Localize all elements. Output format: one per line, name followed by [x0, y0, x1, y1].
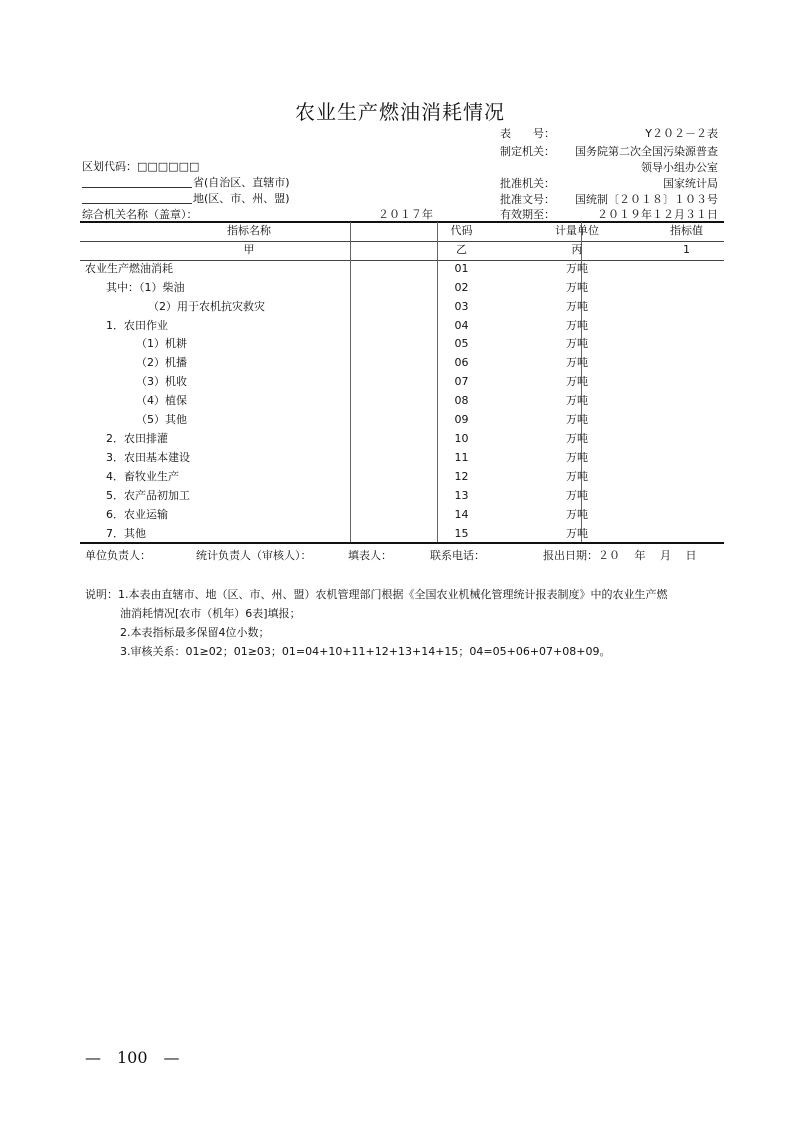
- report-year: ２０１７年: [378, 208, 433, 221]
- table-row: [80, 487, 724, 506]
- row-value-input[interactable]: [649, 298, 724, 317]
- row-name: （4）植保: [136, 394, 187, 408]
- row-value-input[interactable]: [649, 487, 724, 506]
- table-row: [80, 354, 724, 373]
- note-3: 3.审核关系：01≥02；01≥03；01=04+10+11+12+13+14+15；04=05+06+07+08+09。: [120, 645, 611, 658]
- row-code: 11: [454, 450, 469, 464]
- header-indicator: 指标名称: [227, 224, 271, 237]
- row-code: 04: [454, 318, 469, 332]
- row-code: 05: [454, 337, 469, 351]
- table-row: [80, 335, 724, 354]
- subheader-d: 1: [683, 242, 690, 256]
- table-row: [80, 260, 724, 279]
- valid-until-value: ２０１９年１２月３１日: [597, 208, 718, 221]
- subheader-b: 乙: [456, 242, 467, 256]
- form-no-value: Y２０２－２表: [645, 127, 718, 140]
- header-row: [80, 222, 724, 241]
- subheader-a: 甲: [243, 242, 255, 256]
- table-row: [80, 430, 724, 449]
- region-code: 区划代码：□□□□□□: [82, 160, 200, 173]
- row-value-input[interactable]: [649, 430, 724, 449]
- row-unit: 万吨: [566, 261, 588, 275]
- row-unit: 万吨: [566, 526, 588, 540]
- table-row: [80, 468, 724, 487]
- row-unit: 万吨: [566, 431, 588, 445]
- table-row: [80, 279, 724, 298]
- row-code: 01: [454, 261, 469, 275]
- form-no-label: 表 号：: [500, 127, 555, 140]
- valid-until-label: 有效期至：: [500, 208, 555, 221]
- row-unit: 万吨: [566, 413, 588, 427]
- row-code: 13: [454, 488, 469, 502]
- row-value-input[interactable]: [649, 260, 724, 279]
- row-value-input[interactable]: [649, 335, 724, 354]
- row-code: 07: [454, 375, 469, 389]
- approver-value: 国家统计局: [663, 177, 718, 190]
- note-1: 说明：1.本表由直辖市、地（区、市、州、盟）农机管理部门根据《全国农业机械化管理统计报表制度》中的农业生产燃: [85, 588, 668, 601]
- row-name: 7．其他: [106, 526, 146, 540]
- row-code: 15: [454, 526, 469, 540]
- org-name-label: 综合机关名称（盖章）：: [82, 208, 198, 221]
- row-unit: 万吨: [566, 280, 588, 294]
- authority-value: 国务院第二次全国污染源普查: [575, 145, 718, 158]
- row-value-input[interactable]: [649, 411, 724, 430]
- table-row: [80, 411, 724, 430]
- row-value-input[interactable]: [649, 317, 724, 336]
- stat-head-label: 统计负责人（审核人）：: [196, 549, 312, 562]
- table-row: [80, 373, 724, 392]
- approver-label: 批准机关：: [500, 177, 555, 190]
- row-unit: 万吨: [566, 337, 588, 351]
- row-value-input[interactable]: [649, 506, 724, 525]
- approval-doc-value: 国统制〔２０１８〕１０３号: [575, 193, 718, 206]
- row-unit: 万吨: [566, 469, 588, 483]
- table-row: [80, 317, 724, 336]
- province-blank: [82, 187, 192, 188]
- table-row: [80, 525, 724, 544]
- authority-value-2: 领导小组办公室: [641, 161, 718, 174]
- row-name: （3）机收: [136, 375, 187, 389]
- subheader-c: 丙: [571, 242, 583, 256]
- row-unit: 万吨: [566, 318, 588, 332]
- row-value-input[interactable]: [649, 373, 724, 392]
- row-name: （5）其他: [136, 413, 187, 427]
- header-unit: 计量单位: [555, 224, 599, 237]
- row-unit: 万吨: [566, 375, 588, 389]
- row-unit: 万吨: [566, 299, 588, 313]
- row-name: （2）机播: [136, 356, 187, 370]
- table-row: [80, 449, 724, 468]
- filler-label: 填表人：: [348, 549, 392, 562]
- approval-doc-label: 批准文号：: [500, 193, 555, 206]
- row-name: 1．农田作业: [106, 318, 168, 332]
- row-code: 10: [454, 431, 469, 445]
- row-name: 3．农田基本建设: [106, 450, 190, 464]
- page-title: 农业生产燃油消耗情况: [295, 100, 505, 124]
- unit-head-label: 单位负责人：: [85, 549, 151, 562]
- row-unit: 万吨: [566, 507, 588, 521]
- row-value-input[interactable]: [649, 525, 724, 544]
- row-code: 02: [454, 280, 469, 294]
- row-name: （2）用于农机抗灾救灾: [148, 299, 265, 313]
- table-row: [80, 392, 724, 411]
- district-label: 地(区、市、州、盟): [193, 192, 290, 205]
- row-name: 农业生产燃油消耗: [85, 261, 173, 275]
- note-2: 2.本表指标最多保留4位小数；: [120, 626, 270, 639]
- row-name: 5．农产品初加工: [106, 488, 190, 502]
- page-number: — 100 —: [85, 1048, 180, 1067]
- report-date-label: 报出日期：２０ 年 月 日: [543, 549, 697, 562]
- row-unit: 万吨: [566, 394, 588, 408]
- row-value-input[interactable]: [649, 468, 724, 487]
- row-value-input[interactable]: [649, 449, 724, 468]
- row-code: 12: [454, 469, 469, 483]
- note-1-cont: 油消耗情况[农市（机年）6表]填报；: [120, 607, 301, 620]
- row-unit: 万吨: [566, 356, 588, 370]
- row-code: 03: [454, 299, 469, 313]
- row-value-input[interactable]: [649, 354, 724, 373]
- row-value-input[interactable]: [649, 392, 724, 411]
- row-unit: 万吨: [566, 450, 588, 464]
- row-name: 6．农业运输: [106, 507, 168, 521]
- row-code: 14: [454, 507, 469, 521]
- row-code: 09: [454, 413, 469, 427]
- row-name: 4．畜牧业生产: [106, 469, 179, 483]
- row-unit: 万吨: [566, 488, 588, 502]
- row-name: 2．农田排灌: [106, 431, 168, 445]
- row-name: （1）机耕: [136, 337, 187, 351]
- header-value: 指标值: [670, 224, 703, 237]
- row-code: 08: [454, 394, 469, 408]
- fuel-consumption-table: [80, 222, 724, 543]
- table-row: [80, 506, 724, 525]
- phone-label: 联系电话：: [430, 549, 485, 562]
- row-code: 06: [454, 356, 469, 370]
- province-label: 省(自治区、直辖市): [193, 176, 290, 189]
- authority-label: 制定机关：: [500, 145, 555, 158]
- header-code: 代码: [450, 224, 473, 237]
- row-value-input[interactable]: [649, 279, 724, 298]
- district-blank: [82, 203, 192, 204]
- row-name: 其中：（1）柴油: [106, 280, 185, 294]
- table-row: [80, 298, 724, 317]
- subheader-row: [80, 241, 724, 260]
